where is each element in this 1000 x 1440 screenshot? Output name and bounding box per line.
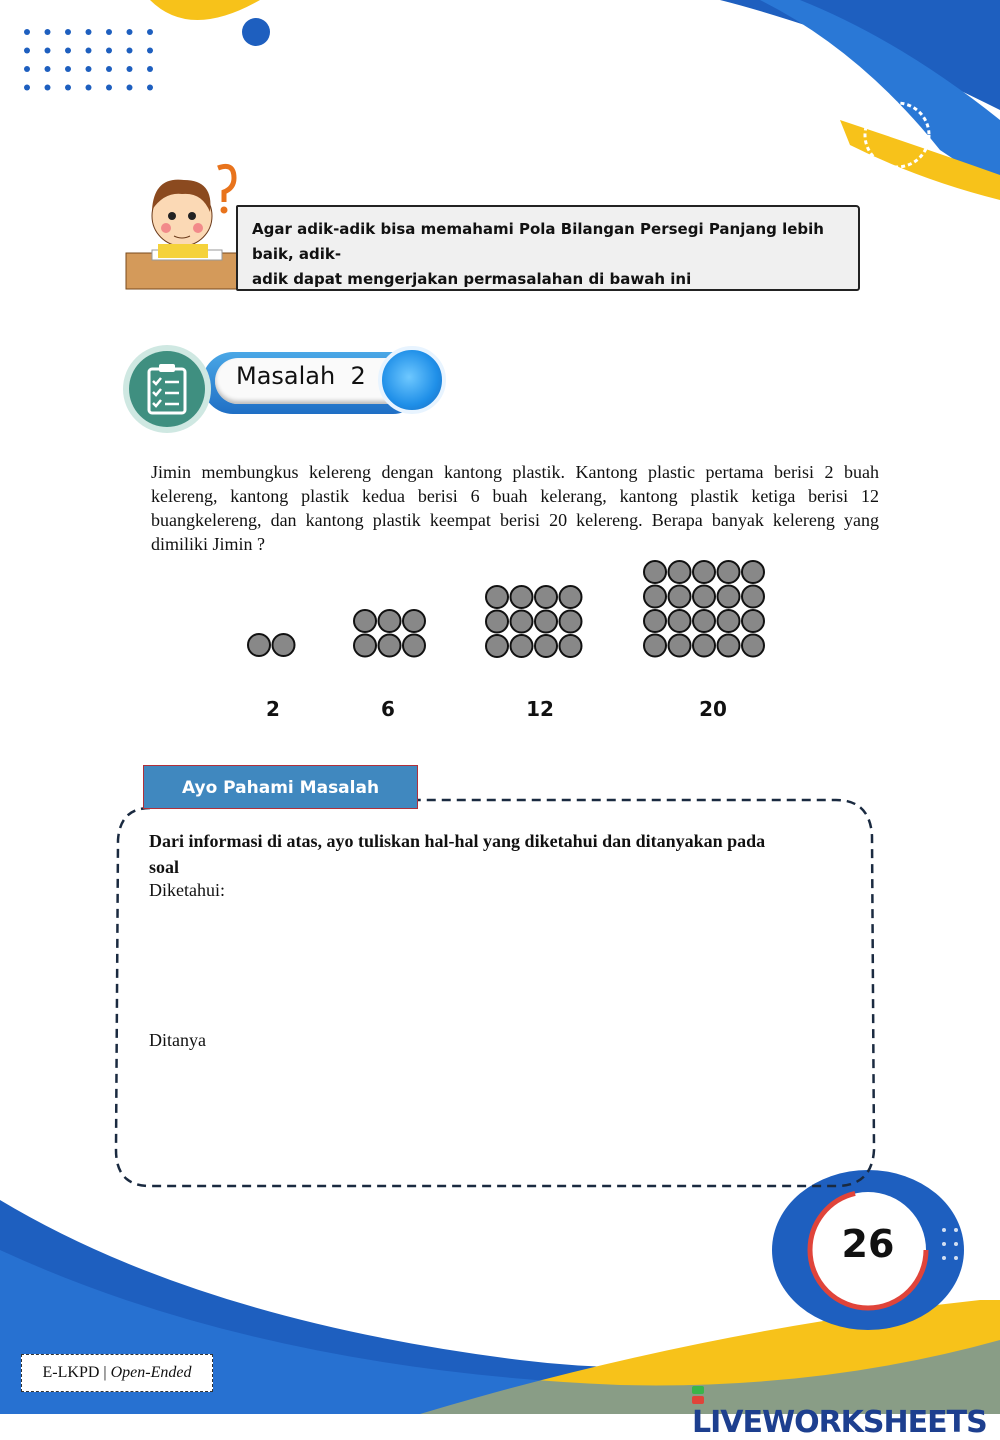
asked-label: Ditanya xyxy=(149,1030,206,1050)
intro-line-1: Agar adik-adik bisa memahami Pola Bilangan Persegi Panjang lebih baik, adik- xyxy=(252,220,824,263)
marble xyxy=(403,635,425,657)
pattern-count-label: 20 xyxy=(699,697,727,721)
marble xyxy=(669,610,691,632)
marble xyxy=(693,561,715,583)
marble xyxy=(379,635,401,657)
marble xyxy=(511,611,533,633)
liveworksheets-logo[interactable] xyxy=(692,1372,1000,1440)
marble xyxy=(560,635,582,657)
page-number: 26 xyxy=(841,1222,895,1266)
liveworksheets-icon xyxy=(692,1376,706,1404)
section-tab: Ayo Pahami Masalah xyxy=(143,765,418,809)
marble xyxy=(273,634,295,656)
marble xyxy=(560,611,582,633)
instruction xyxy=(149,828,849,880)
footer-prefix: E-LKPD | xyxy=(42,1364,111,1381)
marble xyxy=(644,586,666,608)
pattern-count-label: 2 xyxy=(266,697,280,721)
instruction-line-1: Dari informasi di atas, ayo tuliskan hal-hal yang diketahui dan ditanyakan pada xyxy=(149,831,766,851)
marble xyxy=(511,586,533,608)
marble xyxy=(354,610,376,632)
marble xyxy=(669,635,691,657)
instruction-line-2: soal xyxy=(149,857,180,877)
known-label: Diketahui: xyxy=(149,880,225,900)
pattern-count-label: 6 xyxy=(381,697,395,721)
marble xyxy=(248,634,270,656)
footer-tag xyxy=(21,1354,213,1392)
marble xyxy=(535,635,557,657)
footer-italic: Open-Ended xyxy=(110,1364,192,1381)
marble xyxy=(693,635,715,657)
marble xyxy=(511,635,533,657)
marble xyxy=(644,610,666,632)
marble xyxy=(742,610,764,632)
marble xyxy=(535,611,557,633)
marble xyxy=(718,635,740,657)
problem-statement: Jimin membungkus kelereng dengan kantong plastik. Kantong plastic pertama berisi 2 buah kelereng, kantong plastik kedua berisi 6 buah kelerang, kantong plastik ketiga berisi 12 buangkelereng, dan kantong plastik keempat berisi 20 kelereng. Berapa banyak kelereng yang dimiliki Jimin ? xyxy=(151,462,879,554)
intro-line-2: adik dapat mengerjakan permasalahan di bawah ini xyxy=(252,270,692,288)
marble xyxy=(718,610,740,632)
marble xyxy=(669,586,691,608)
logo-text: LIVEWORKSHEETS xyxy=(692,1405,987,1440)
marble xyxy=(644,635,666,657)
marble xyxy=(669,561,691,583)
problem-title: Masalah 2 xyxy=(236,362,366,390)
marble xyxy=(742,586,764,608)
marble xyxy=(486,586,508,608)
marble xyxy=(718,586,740,608)
pattern-count-label: 12 xyxy=(526,697,554,721)
marble xyxy=(486,635,508,657)
marble xyxy=(535,586,557,608)
marble xyxy=(354,635,376,657)
marble xyxy=(403,610,425,632)
marble xyxy=(742,635,764,657)
marble xyxy=(560,586,582,608)
marble xyxy=(644,561,666,583)
marble xyxy=(693,610,715,632)
marble xyxy=(486,611,508,633)
marble xyxy=(742,561,764,583)
marble xyxy=(718,561,740,583)
marble xyxy=(693,586,715,608)
marble xyxy=(379,610,401,632)
